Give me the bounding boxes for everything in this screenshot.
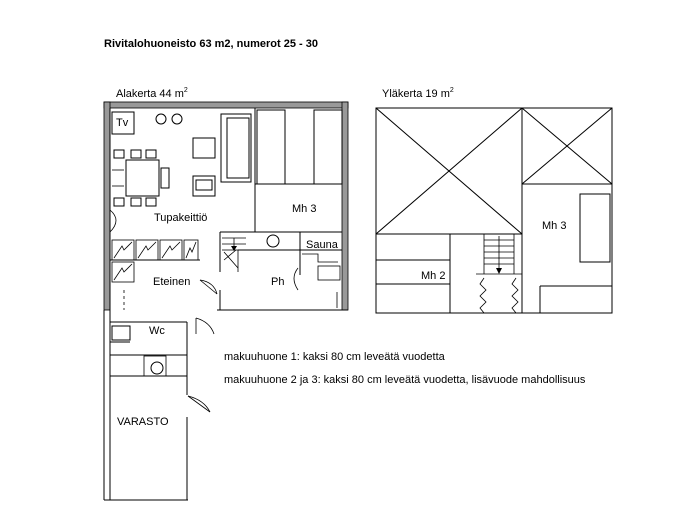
cabinet-zigzag (114, 242, 132, 258)
door-arc-kitchen (110, 210, 116, 232)
dining-table (126, 160, 159, 196)
room-label-wc: Wc (149, 325, 165, 337)
chair (161, 168, 169, 188)
chair (131, 198, 141, 206)
note-bedroom-2-3: makuuhuone 2 ja 3: kaksi 80 cm leveätä vuodetta, lisävuode mahdollisuus (224, 374, 586, 386)
upper-floor-unit-sup: 2 (449, 87, 454, 94)
tv-label: Tv (116, 117, 129, 129)
wall-west (104, 102, 110, 310)
bed-mh3-lower-1 (257, 110, 285, 184)
room-label-sauna: Sauna (306, 239, 338, 251)
room-label-ph: Ph (271, 276, 285, 288)
room-label-eteinen: Eteinen (153, 276, 191, 288)
cabinet-zigzag (186, 242, 196, 258)
armchair-seat (196, 180, 212, 190)
cabinet-zigzag (138, 242, 156, 258)
door-leaf-storage (188, 396, 210, 412)
stair-lower (222, 238, 246, 272)
lower-floor (104, 102, 348, 500)
cabinet-zigzag (114, 264, 132, 280)
chair (146, 198, 156, 206)
chair (146, 150, 156, 158)
upper-floor (376, 108, 612, 313)
sauna-bench (302, 254, 338, 262)
stair-upper (476, 234, 522, 274)
room-label-mh3-lower: Mh 3 (292, 203, 317, 215)
bed-mh3-lower-2 (314, 110, 342, 184)
wall-north (104, 102, 348, 108)
lower-floor-area: Alakerta 44 m (116, 88, 184, 100)
bed-mh3-upper (580, 194, 610, 262)
wc-sink (112, 326, 130, 340)
chair (114, 150, 124, 158)
cabinet-zigzag (162, 242, 180, 258)
stair-turn (224, 250, 238, 268)
closet-zigzag (512, 278, 518, 313)
door-leaf-ph (200, 280, 217, 294)
ceiling-lamp-1 (156, 114, 166, 124)
wc-bowl (151, 362, 163, 374)
lower-floor-label (116, 87, 188, 100)
note-bedroom-1: makuuhuone 1: kaksi 80 cm leveätä vuodetta (224, 351, 445, 363)
upper-floor-label (382, 87, 454, 100)
upper-floor-area: Yläkerta 19 m (382, 88, 450, 100)
room-label-tupakeittio: Tupakeittiö (154, 212, 208, 224)
ceiling-lamp-2 (172, 114, 182, 124)
chair (131, 150, 141, 158)
door-arc-sauna (294, 268, 298, 290)
chair (114, 198, 124, 206)
plan-title: Rivitalohuoneisto 63 m2, numerot 25 - 30 (104, 38, 318, 50)
room-label-mh2: Mh 2 (421, 270, 446, 282)
stair-arrow-head (496, 268, 502, 274)
closet-zigzag (480, 278, 486, 313)
coffee-table (193, 138, 215, 158)
wall-east (342, 102, 348, 310)
sink (267, 235, 279, 247)
lower-floor-unit-sup: 2 (183, 87, 188, 94)
room-label-varasto: VARASTO (117, 416, 169, 428)
sofa-seat (227, 118, 249, 178)
sauna-stove (318, 266, 340, 280)
door-arc-entry (196, 318, 214, 334)
room-label-mh3-upper: Mh 3 (542, 220, 567, 232)
